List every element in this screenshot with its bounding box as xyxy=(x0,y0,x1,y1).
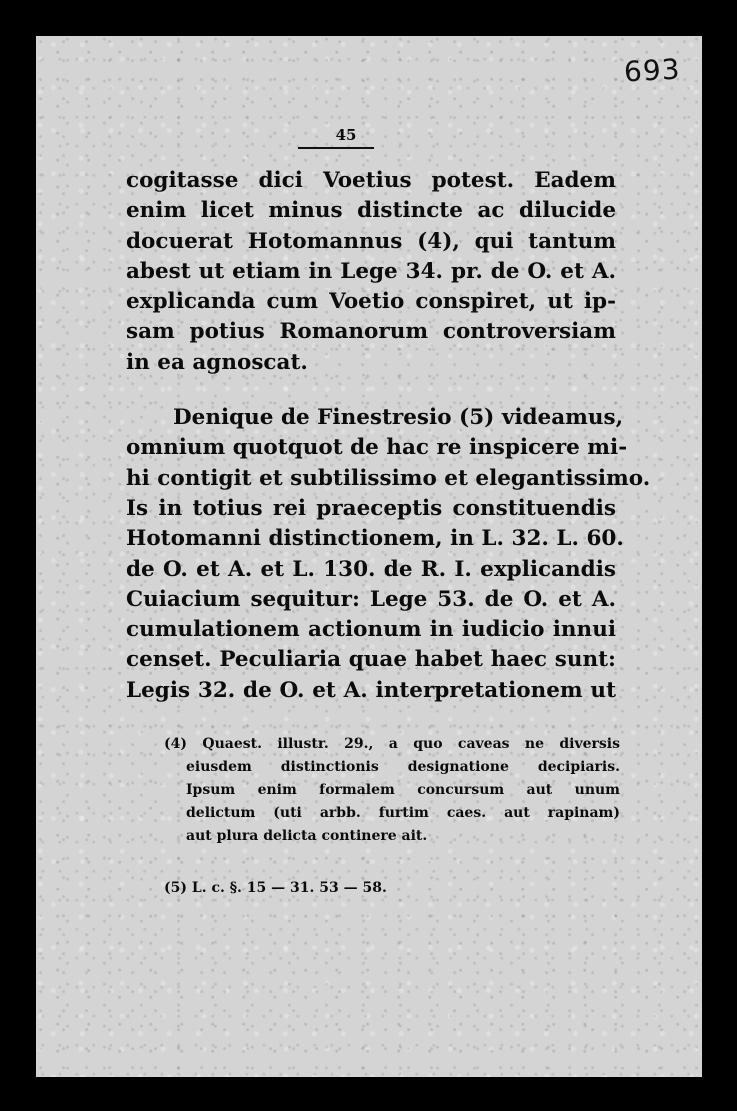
text-line: enim licet minus distincte ac dilucide xyxy=(126,198,616,224)
footnote-4 xyxy=(164,733,620,848)
footnote-line: delictum (uti arbb. furtim caes. aut rapinam) xyxy=(186,805,620,821)
body-text xyxy=(126,166,651,706)
text-line: Legis 32. de O. et A. interpretationem ut xyxy=(126,677,616,703)
text-line: cogitasse dici Voetius potest. Eadem xyxy=(126,168,616,193)
text-line: Is in totius rei praeceptis constituendis xyxy=(126,495,616,521)
paragraph-2 xyxy=(126,403,651,706)
footnote-line: eiusdem distinctionis designatione decipiaris. xyxy=(186,759,620,775)
text-line: Cuiacium sequitur: Lege 53. de O. et A. xyxy=(126,586,616,612)
document-page xyxy=(36,36,702,1077)
archive-number: 693 xyxy=(622,52,681,89)
text-line: Denique de Finestresio (5) videamus, xyxy=(173,405,624,431)
text-line: explicanda cum Voetio conspiret, ut ip- xyxy=(126,289,616,315)
text-line: omnium quotquot de hac re inspicere mi- xyxy=(126,435,628,461)
page-number: 45 xyxy=(335,126,357,144)
text-line: abest ut etiam in Lege 34. pr. de O. et A. xyxy=(126,258,616,284)
footnote-line: aut plura delicta continere ait. xyxy=(186,828,428,844)
text-line: Hotomanni distinctionem, in L. 32. L. 60. xyxy=(126,526,624,552)
text-line: hi contigit et subtilissimo et elegantissimo. xyxy=(126,465,651,491)
page-number-rule xyxy=(298,147,374,149)
footnote-5 xyxy=(164,877,620,900)
footnote-line: (5) L. c. §. 15 — 31. 53 — 58. xyxy=(164,880,387,896)
text-line: docuerat Hotomannus (4), qui tantum xyxy=(126,228,616,254)
paragraph-1 xyxy=(126,166,616,378)
text-line: in ea agnoscat. xyxy=(126,349,308,375)
footnote-line: (4) Quaest. illustr. 29., a quo caveas ne diversis xyxy=(164,736,620,752)
text-line: de O. et A. et L. 130. de R. I. explicandis xyxy=(126,556,616,582)
text-line: censet. Peculiaria quae habet haec sunt: xyxy=(126,647,616,673)
text-line: sam potius Romanorum controversiam xyxy=(126,319,616,345)
text-line: cumulationem actionum in iudicio innui xyxy=(126,617,616,643)
footnote-line: Ipsum enim formalem concursum aut unum xyxy=(186,782,620,798)
